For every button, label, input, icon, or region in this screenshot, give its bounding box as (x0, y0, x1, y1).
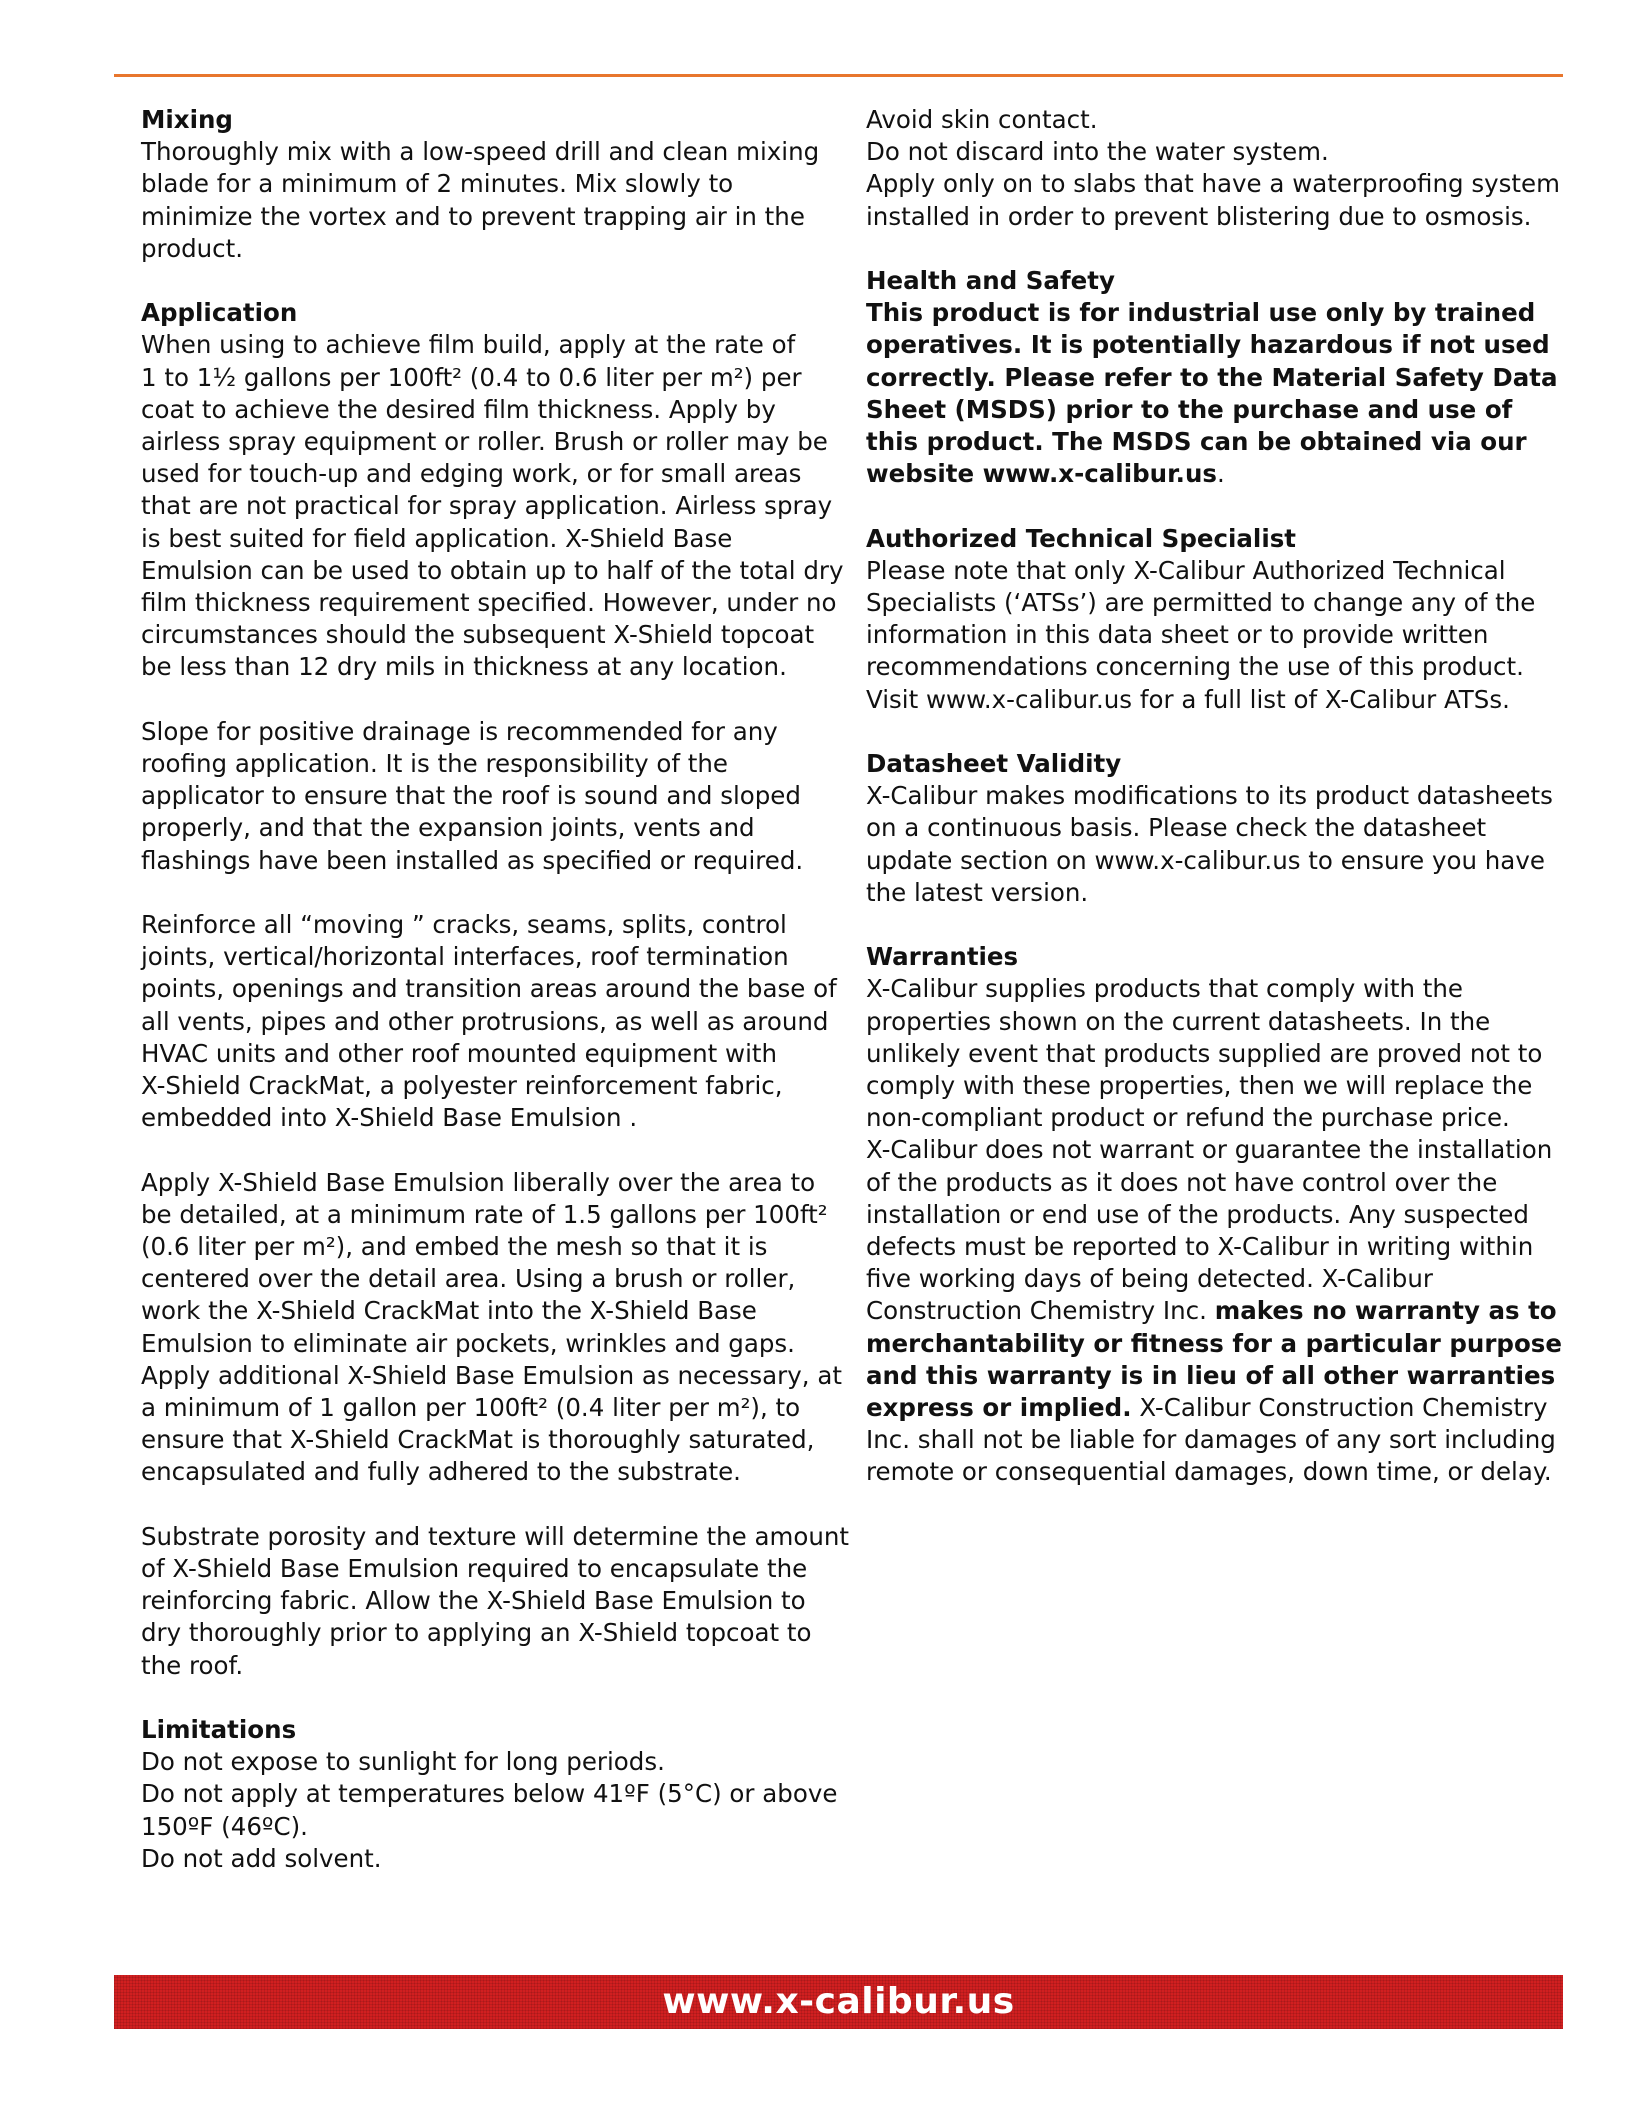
warranties-line-14 (866, 1392, 1566, 1424)
ats-heading: Authorized Technical Specialist (866, 523, 1297, 553)
text-line: used for touch-up and edging work, or for small areas (141, 459, 802, 489)
text-line: on a continuous basis. Please check the datasheet (866, 813, 1487, 843)
warranties-line-16: remote or consequential damages, down time, or delay. (866, 1457, 1552, 1487)
warranties-line-13: and this warranty is in lieu of all other warranties (866, 1360, 1556, 1390)
text-line: comply with these properties, then we will replace the (866, 1071, 1533, 1101)
text-line: installation or end use of the products. Any suspected (866, 1199, 1529, 1229)
text-line: Substrate porosity and texture will determine the amount (141, 1521, 850, 1551)
datasheet-validity-heading: Datasheet Validity (866, 749, 1122, 779)
text-line: 1 to 1½ gallons per 100ft² (0.4 to 0.6 liter per m²) per (141, 362, 802, 392)
text-line: reinforcing fabric. Allow the X-Shield Base Emulsion to (141, 1586, 806, 1616)
text-line: this product. The MSDS can be obtained via our (866, 427, 1527, 457)
warranties-line-14-bold: express or implied. (866, 1393, 1132, 1423)
ats-section (866, 523, 1566, 716)
text-line: When using to achieve film build, apply at the rate of (141, 330, 796, 360)
text-line: Do not discard into the water system. (866, 137, 1329, 167)
text-line: X-Calibur supplies products that comply with the (866, 974, 1463, 1004)
footer-bar (114, 1975, 1563, 2029)
text-line: embedded into X-Shield Base Emulsion . (141, 1103, 638, 1133)
health-safety-last-line (866, 458, 1566, 490)
text-line: airless spray equipment or roller. Brush or roller may be (141, 427, 828, 457)
text-line: 150ºF (46ºC). (141, 1811, 308, 1841)
text-line: non-compliant product or refund the purchase price. (866, 1103, 1510, 1133)
text-line: This product is for industrial use only by trained (866, 298, 1536, 328)
text-line: Specialists (‘ATSs’) are permitted to change any of the (866, 588, 1536, 618)
text-line: properly, and that the expansion joints, vents and (141, 813, 755, 843)
warranties-line-12: merchantability or fitness for a particular purpose (866, 1328, 1562, 1358)
text-line: of the products as it does not have control over the (866, 1167, 1498, 1197)
text-line: Do not expose to sunlight for long periods. (141, 1747, 665, 1777)
text-line: Apply X-Shield Base Emulsion liberally over the area to (141, 1167, 816, 1197)
text-line: all vents, pipes and other protrusions, as well as around (141, 1006, 829, 1036)
text-line: Please note that only X-Calibur Authorized Technical (866, 555, 1506, 585)
left-column (141, 104, 850, 1907)
text-line: of X-Shield Base Emulsion required to encapsulate the (141, 1554, 808, 1584)
text-line: operatives. It is potentially hazardous if not used (866, 330, 1550, 360)
warranties-section (866, 941, 1566, 1488)
text-line: is best suited for field application. X-Shield Base (141, 523, 733, 553)
text-line: centered over the detail area. Using a brush or roller, (141, 1264, 796, 1294)
text-line: HVAC units and other roof mounted equipment with (141, 1038, 778, 1068)
limitations-continued-text (866, 104, 1566, 233)
text-line: correctly. Please refer to the Material Safety Data (866, 362, 1558, 392)
application-paragraph-2 (141, 716, 831, 877)
footer-website-link[interactable]: www.x-calibur.us (662, 1981, 1015, 2022)
mixing-section (141, 104, 831, 265)
warranties-heading: Warranties (866, 942, 1019, 972)
text-line: recommendations concerning the use of this product. (866, 652, 1524, 682)
text-line: the roof. (141, 1650, 244, 1680)
ats-text (866, 555, 1566, 716)
warranties-line-11 (866, 1295, 1566, 1327)
application-paragraph-4 (141, 1167, 842, 1489)
warranties-line-15: Inc. shall not be liable for damages of any sort including (866, 1425, 1556, 1455)
datasheet-validity-section (866, 748, 1566, 909)
text-line: flashings have been installed as specified or required. (141, 845, 804, 875)
text-line: the latest version. (866, 877, 1089, 907)
warranties-line-11-plain: Construction Chemistry Inc. (866, 1296, 1215, 1326)
application-paragraph-1 (141, 329, 844, 683)
text-line: defects must be reported to X-Calibur in writing within (866, 1232, 1534, 1262)
text-line: circumstances should the subsequent X-Shield topcoat (141, 620, 815, 650)
text-line: five working days of being detected. X-Calibur (866, 1264, 1433, 1294)
health-safety-heading: Health and Safety (866, 266, 1115, 295)
text-line: Apply additional X-Shield Base Emulsion as necessary, at (141, 1360, 842, 1390)
top-accent-rule (114, 74, 1563, 77)
text-line: blade for a minimum of 2 minutes. Mix slowly to (141, 169, 734, 199)
application-heading: Application (141, 298, 298, 328)
application-section (141, 297, 844, 683)
text-line: Avoid skin contact. (866, 105, 1098, 134)
text-line: ensure that X-Shield CrackMat is thoroughly saturated, (141, 1425, 815, 1455)
text-line: roofing application. It is the responsibility of the (141, 749, 728, 779)
text-line: Emulsion can be used to obtain up to half of the total dry (141, 555, 844, 585)
warranties-line-11-bold: makes no warranty as to (1214, 1296, 1557, 1326)
application-paragraph-5 (141, 1521, 850, 1682)
text-line: information in this data sheet or to provide written (866, 620, 1489, 650)
text-line: unlikely event that products supplied are proved not to (866, 1038, 1543, 1068)
text-line: film thickness requirement specified. However, under no (141, 588, 837, 618)
mixing-heading: Mixing (141, 105, 233, 134)
datasheet-validity-text (866, 780, 1566, 909)
text-line: Emulsion to eliminate air pockets, wrinkles and gaps. (141, 1328, 795, 1358)
text-line: Slope for positive drainage is recommended for any (141, 716, 778, 746)
right-column (866, 104, 1566, 1521)
text-line: points, openings and transition areas around the base of (141, 974, 837, 1004)
text-line: coat to achieve the desired film thickness. Apply by (141, 394, 776, 424)
health-safety-text (866, 297, 1566, 458)
text-line: X-Calibur does not warrant or guarantee the installation (866, 1135, 1553, 1165)
msds-website-link[interactable]: website www.x-calibur.us (866, 459, 1217, 489)
text-line: joints, vertical/horizontal interfaces, roof termination (141, 942, 789, 972)
warranties-text (866, 973, 1566, 1295)
text-line: Reinforce all “moving ” cracks, seams, splits, control (141, 910, 787, 940)
text-line: installed in order to prevent blistering due to osmosis. (866, 201, 1532, 231)
text-line: X-Calibur makes modifications to its product datasheets (866, 781, 1553, 811)
text-line: (0.6 liter per m²), and embed the mesh so that it is (141, 1232, 768, 1262)
limitations-heading: Limitations (141, 1715, 297, 1745)
text-line: work the X-Shield CrackMat into the X-Shield Base (141, 1296, 757, 1326)
text-line: be less than 12 dry mils in thickness at any location. (141, 652, 787, 682)
text-line: update section on www.x-calibur.us to ensure you have (866, 845, 1545, 875)
application-paragraph-3 (141, 909, 837, 1134)
text-line: Do not apply at temperatures below 41ºF (5°C) or above (141, 1779, 838, 1809)
warranties-line-14-plain: X-Calibur Construction Chemistry (1131, 1393, 1548, 1423)
text-line: Do not add solvent. (141, 1843, 382, 1873)
limitations-section (141, 1714, 838, 1875)
text-line: product. (141, 233, 244, 263)
text-line: applicator to ensure that the roof is sound and sloped (141, 781, 801, 811)
text-line: Visit www.x-calibur.us for a full list of X-Calibur ATSs. (866, 684, 1510, 714)
text-line: Thoroughly mix with a low-speed drill and clean mixing (141, 137, 820, 167)
health-safety-section (866, 265, 1566, 490)
text-line: Apply only on to slabs that have a waterproofing system (866, 169, 1560, 199)
text-line: a minimum of 1 gallon per 100ft² (0.4 liter per m²), to (141, 1393, 801, 1423)
health-safety-period: . (1217, 459, 1225, 489)
text-line: that are not practical for spray application. Airless spray (141, 491, 833, 521)
text-line: encapsulated and fully adhered to the substrate. (141, 1457, 741, 1487)
text-line: X-Shield CrackMat, a polyester reinforcement fabric, (141, 1071, 783, 1101)
limitations-text (141, 1746, 838, 1875)
text-line: Sheet (MSDS) prior to the purchase and use of (866, 394, 1513, 424)
text-line: be detailed, at a minimum rate of 1.5 gallons per 100ft² (141, 1199, 828, 1229)
text-line: dry thoroughly prior to applying an X-Shield topcoat to (141, 1618, 812, 1648)
mixing-text (141, 136, 831, 265)
text-line: minimize the vortex and to prevent trapping air in the (141, 201, 805, 231)
text-line: properties shown on the current datasheets. In the (866, 1006, 1491, 1036)
